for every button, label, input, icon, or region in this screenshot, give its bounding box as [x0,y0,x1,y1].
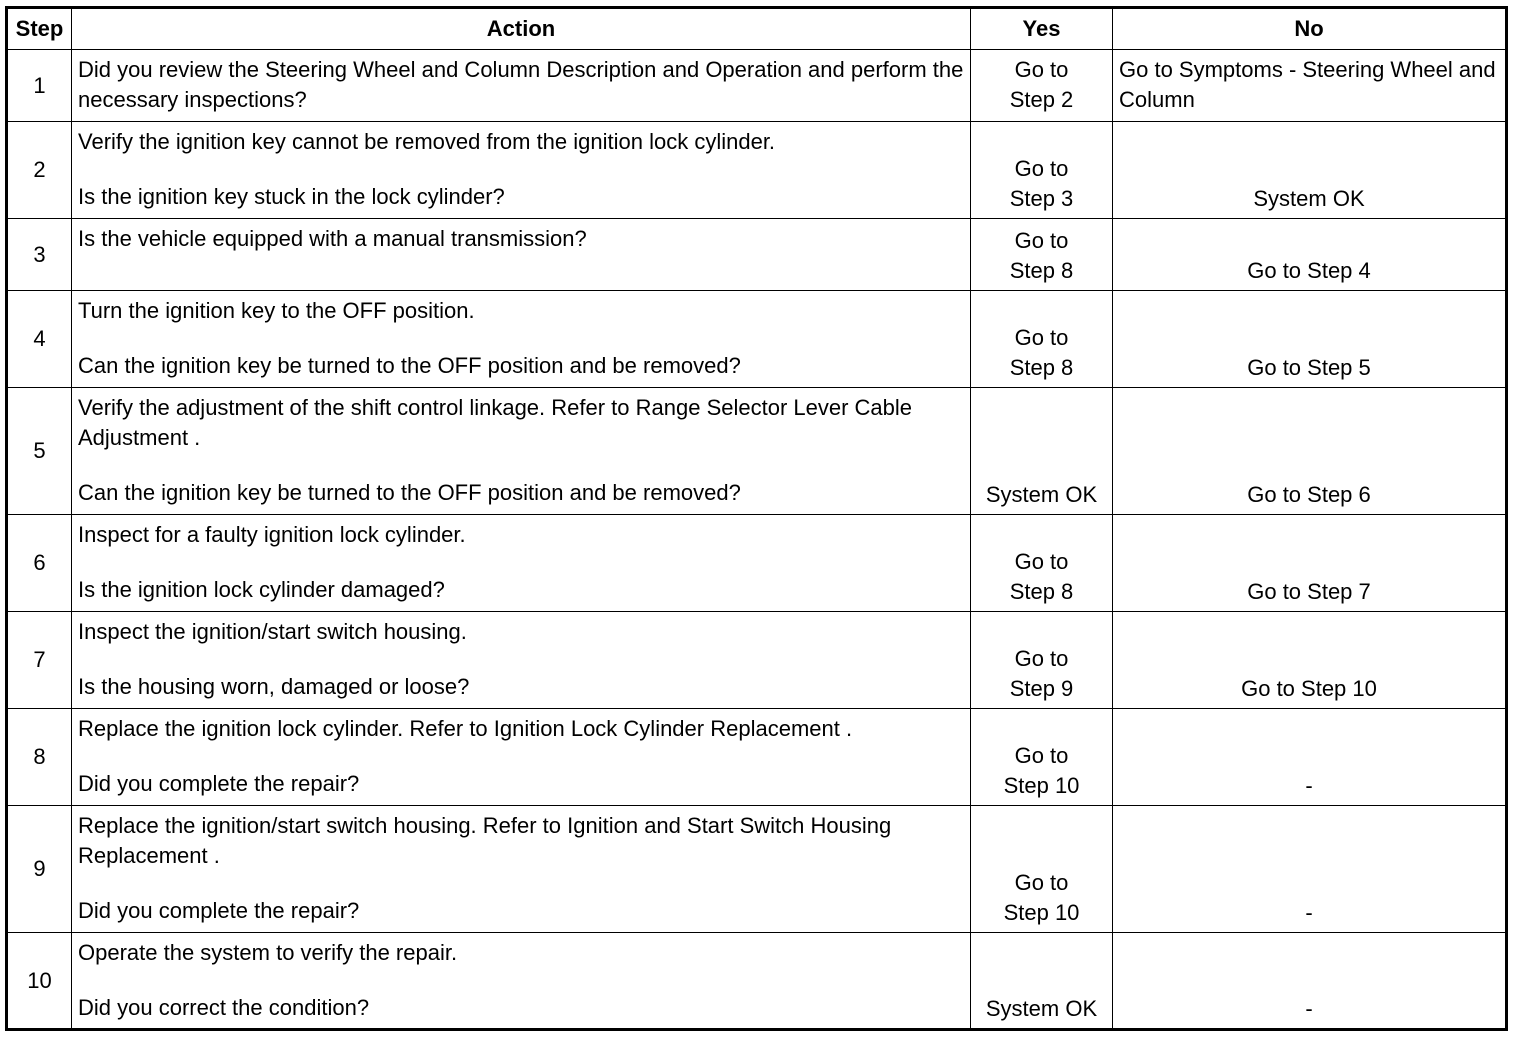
action-cell [72,122,971,219]
action-cell [72,219,971,291]
header-no: No [1113,8,1507,50]
step-number: 10 [7,933,72,1030]
action-question: Is the vehicle equipped with a manual transmission? [78,226,587,251]
action-question: Can the ignition key be turned to the OFF position and be removed? [78,480,741,505]
yes-link-step[interactable]: Step 3 [1009,186,1074,211]
yes-link-step[interactable]: Step 9 [1009,676,1074,701]
no-cell [1113,933,1507,1030]
yes-link[interactable]: Go to [1014,57,1069,82]
no-result: - [1305,900,1313,925]
yes-link[interactable]: Go to [1014,743,1069,768]
no-cell [1113,709,1507,806]
step-number: 8 [7,709,72,806]
yes-link-step[interactable]: Step 2 [1009,87,1074,112]
step-number: 5 [7,388,72,515]
no-cell [1113,515,1507,612]
yes-cell [971,122,1113,219]
action-instruction: Inspect for a faulty ignition lock cylinder. [78,522,466,547]
yes-link-step[interactable]: Step 8 [1009,258,1074,283]
table-row [7,388,1507,515]
no-link[interactable]: Go to Step 5 [1247,355,1371,380]
no-cell [1113,806,1507,933]
action-instruction: Operate the system to verify the repair. [78,940,458,965]
table-row [7,50,1507,122]
yes-cell [971,219,1113,291]
step-number: 3 [7,219,72,291]
step-number: 6 [7,515,72,612]
action-question: Is the ignition lock cylinder damaged? [78,577,445,602]
no-link[interactable]: Go to Step 6 [1247,482,1371,507]
step-number: 7 [7,612,72,709]
yes-cell [971,388,1113,515]
action-cell [72,933,971,1030]
action-instruction: Replace the ignition lock cylinder. Refer to Ignition Lock Cylinder Replacement . [78,716,853,741]
header-yes: Yes [971,8,1113,50]
no-cell [1113,122,1507,219]
yes-link-step[interactable]: Step 8 [1009,579,1074,604]
action-instruction: Did you review the Steering Wheel and Column Description and Operation and perform the necessary inspections? [78,57,964,112]
yes-link[interactable]: Go to [1014,646,1069,671]
action-instruction: Verify the ignition key cannot be removed from the ignition lock cylinder. [78,129,776,154]
yes-result: System OK [985,996,1098,1021]
header-step: Step [7,8,72,50]
action-cell [72,806,971,933]
step-number: 9 [7,806,72,933]
action-cell [72,612,971,709]
action-cell [72,50,971,122]
yes-link[interactable]: Go to [1014,870,1069,895]
yes-cell [971,933,1113,1030]
table-row [7,515,1507,612]
action-cell [72,388,971,515]
yes-link[interactable]: Go to [1014,228,1069,253]
diagnostic-table [5,6,1508,1031]
table-row [7,806,1507,933]
action-instruction: Inspect the ignition/start switch housing. [78,619,467,644]
no-cell [1113,50,1507,122]
no-result: - [1305,996,1313,1021]
step-number: 4 [7,291,72,388]
table-row [7,709,1507,806]
action-question: Did you correct the condition? [78,995,370,1020]
table-row [7,291,1507,388]
no-link[interactable]: Go to Symptoms - Steering Wheel and Column [1119,57,1496,112]
no-result: System OK [1253,186,1365,211]
table-row [7,612,1507,709]
table-row [7,933,1507,1030]
step-number: 1 [7,50,72,122]
no-link[interactable]: Go to Step 10 [1241,676,1377,701]
action-cell [72,709,971,806]
action-instruction: Verify the adjustment of the shift control linkage. Refer to Range Selector Lever Cable Adjustment . [78,395,913,450]
no-link[interactable]: Go to Step 4 [1247,258,1371,283]
no-cell [1113,219,1507,291]
action-question: Did you complete the repair? [78,771,360,796]
header-row [7,8,1507,50]
no-link[interactable]: Go to Step 7 [1247,579,1371,604]
yes-link-step[interactable]: Step 10 [1003,773,1080,798]
table-row [7,122,1507,219]
action-question: Is the ignition key stuck in the lock cylinder? [78,184,505,209]
yes-link-step[interactable]: Step 10 [1003,900,1080,925]
yes-link-step[interactable]: Step 8 [1009,355,1074,380]
yes-link[interactable]: Go to [1014,549,1069,574]
action-question: Can the ignition key be turned to the OFF position and be removed? [78,353,741,378]
yes-cell [971,612,1113,709]
no-cell [1113,388,1507,515]
yes-cell [971,709,1113,806]
no-result: - [1305,773,1313,798]
header-action: Action [72,8,971,50]
no-cell [1113,291,1507,388]
no-cell [1113,612,1507,709]
action-instruction: Replace the ignition/start switch housing. Refer to Ignition and Start Switch Housing Replacement . [78,813,892,868]
action-cell [72,515,971,612]
yes-cell [971,806,1113,933]
action-cell [72,291,971,388]
step-number: 2 [7,122,72,219]
yes-cell [971,515,1113,612]
action-instruction: Turn the ignition key to the OFF position. [78,298,475,323]
yes-cell [971,50,1113,122]
action-question: Is the housing worn, damaged or loose? [78,674,470,699]
yes-cell [971,291,1113,388]
table-row [7,219,1507,291]
yes-link[interactable]: Go to [1014,325,1069,350]
yes-link[interactable]: Go to [1014,156,1069,181]
yes-result: System OK [985,482,1098,507]
action-question: Did you complete the repair? [78,898,360,923]
